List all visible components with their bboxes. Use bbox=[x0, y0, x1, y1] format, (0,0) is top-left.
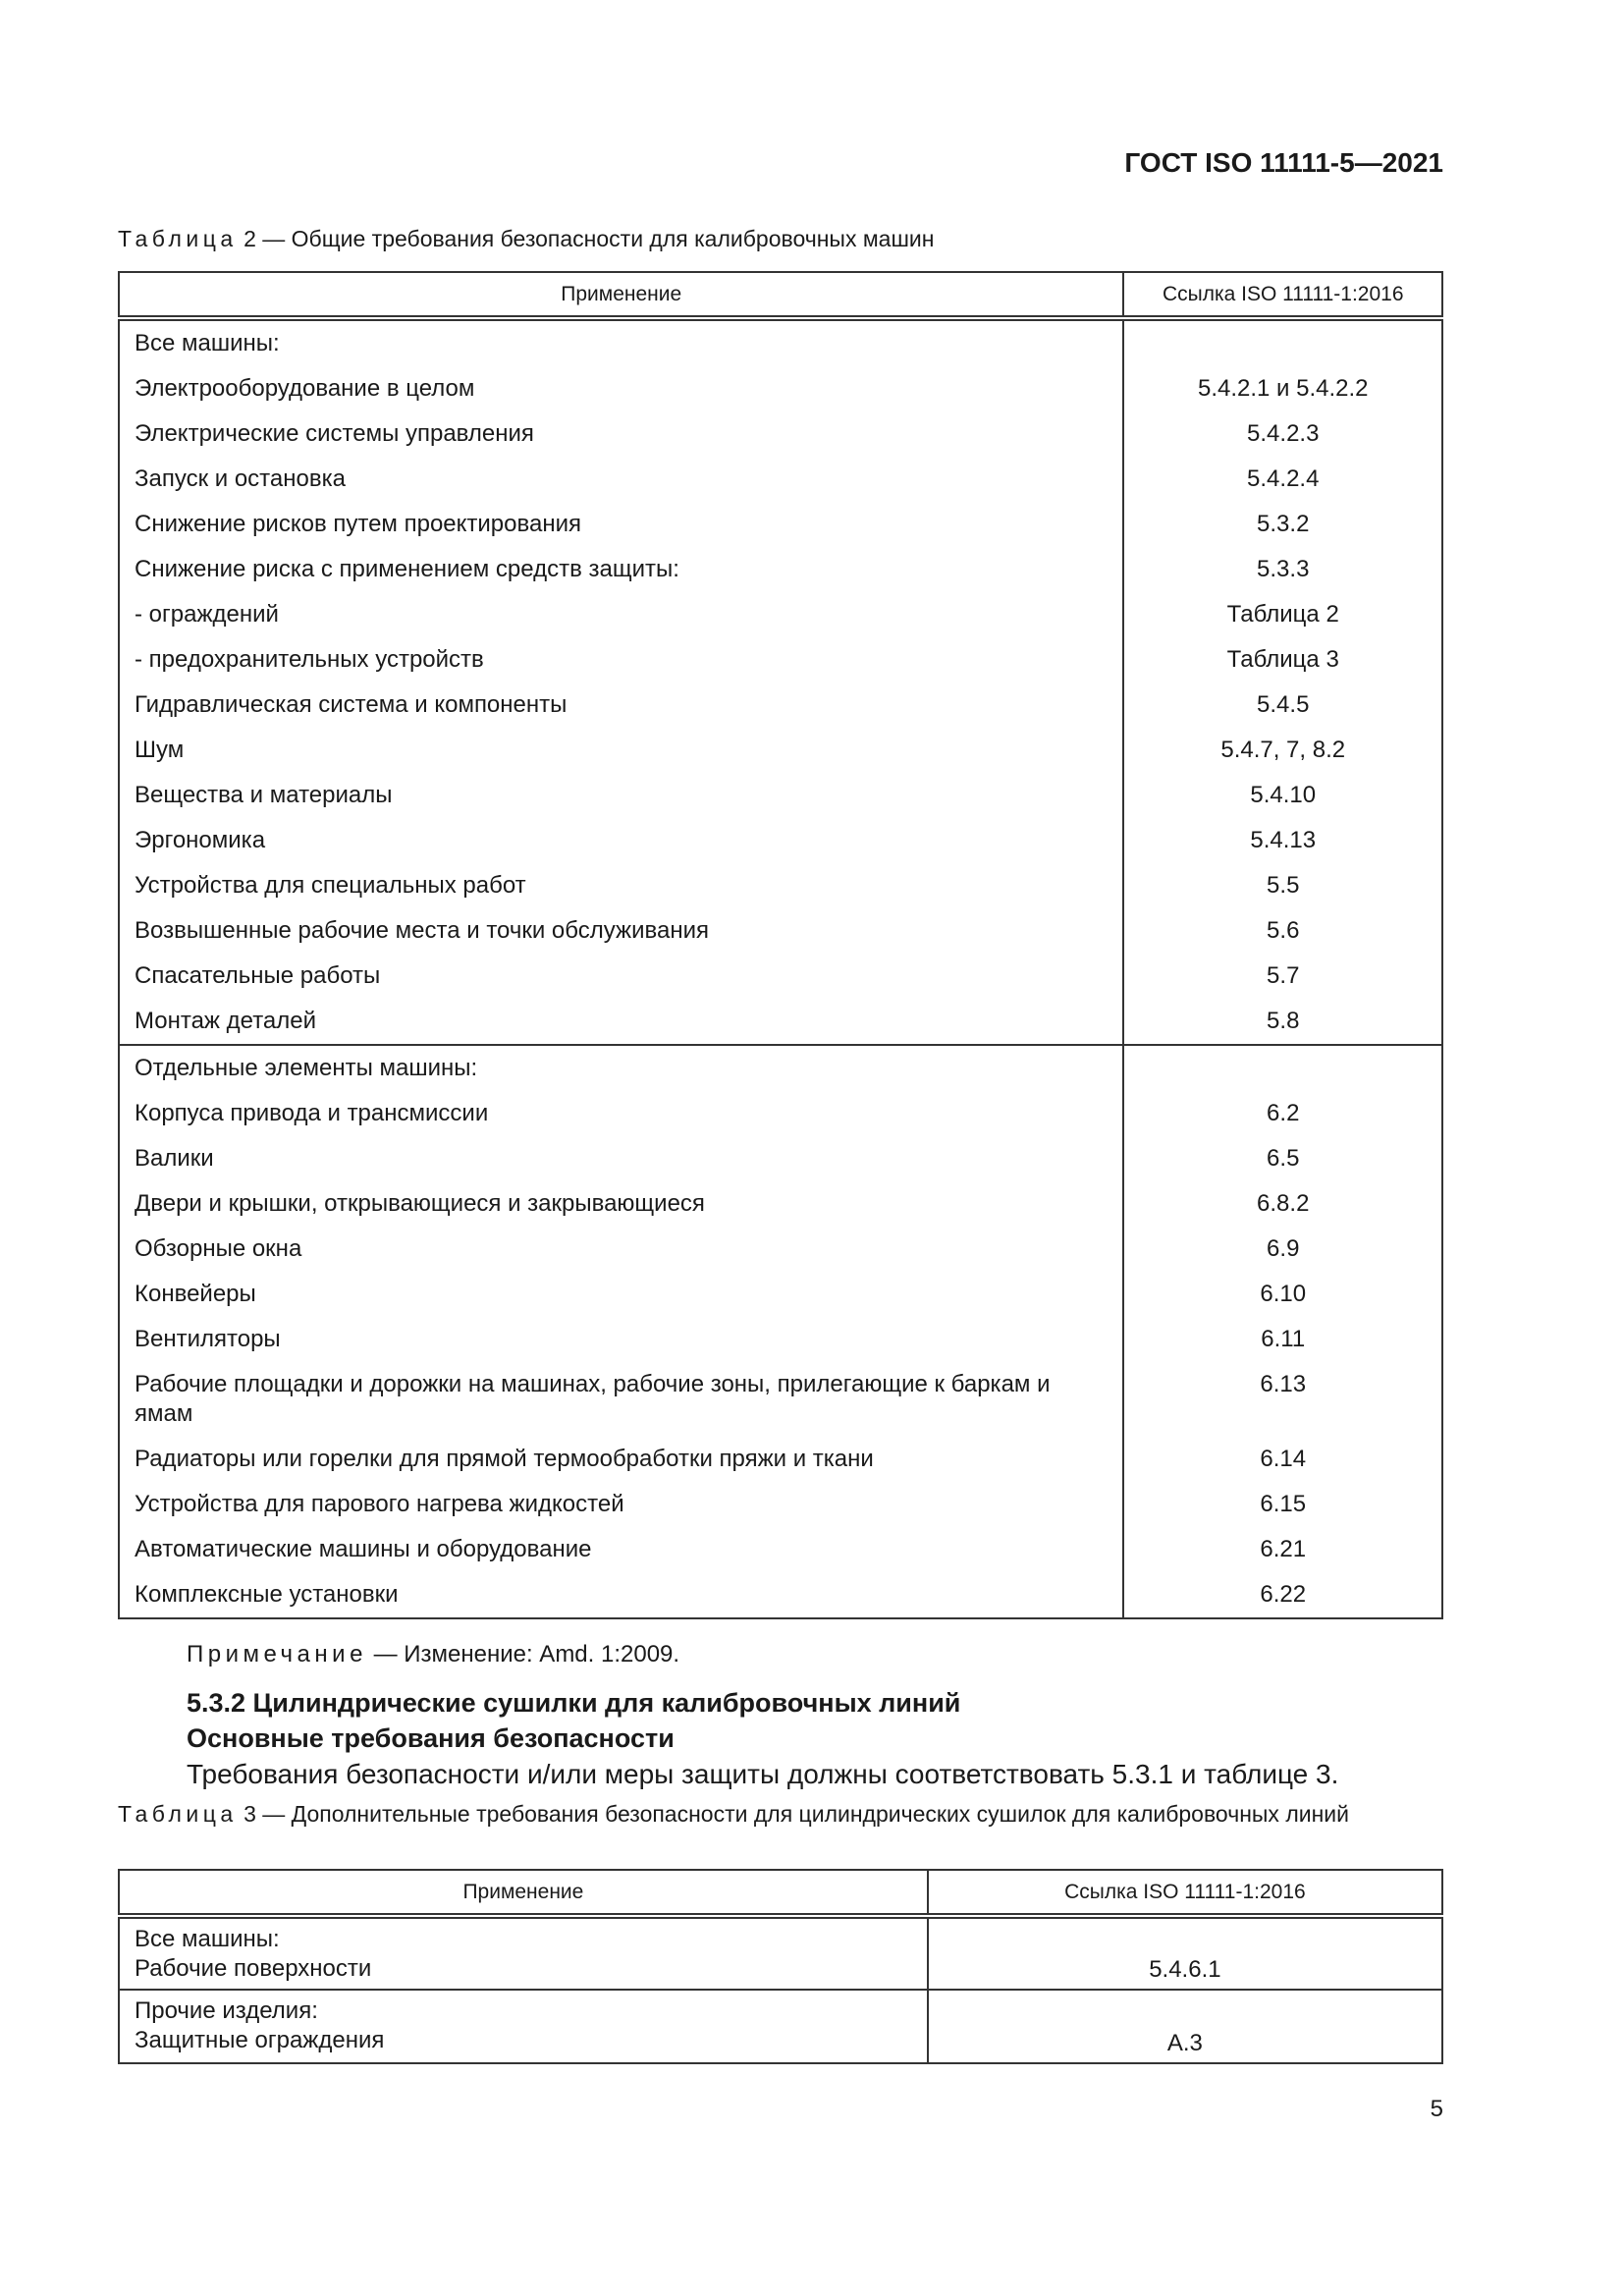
table-3-header-reference: Ссылка ISO 11111-1:2016 bbox=[928, 1870, 1442, 1916]
table-2-caption-text: 2 — Общие требования безопасности для калибровочных машин bbox=[237, 226, 935, 251]
reference-cell: 5.4.6.1 bbox=[928, 1916, 1442, 1990]
reference-cell: 5.4.2.4 bbox=[1123, 457, 1442, 502]
reference-cell: 5.4.10 bbox=[1123, 773, 1442, 818]
application-cell: Комплексные установки bbox=[119, 1572, 1123, 1618]
table-row bbox=[119, 1181, 1442, 1227]
application-cell: Валики bbox=[119, 1136, 1123, 1181]
application-cell: Радиаторы или горелки для прямой термообработки пряжи и ткани bbox=[119, 1437, 1123, 1482]
application-cell: - предохранительных устройств bbox=[119, 637, 1123, 683]
application-cell: Устройства для специальных работ bbox=[119, 863, 1123, 908]
reference-cell: 6.9 bbox=[1123, 1227, 1442, 1272]
table-2-header-row bbox=[119, 272, 1442, 318]
table-row bbox=[119, 502, 1442, 547]
reference-cell: Таблица 2 bbox=[1123, 592, 1442, 637]
reference-cell: 6.22 bbox=[1123, 1572, 1442, 1618]
reference-cell: 5.5 bbox=[1123, 863, 1442, 908]
application-cell: Рабочие площадки и дорожки на машинах, рабочие зоны, прилегающие к баркам и ямам bbox=[119, 1362, 1123, 1437]
reference-cell: Таблица 3 bbox=[1123, 637, 1442, 683]
table-row bbox=[119, 818, 1442, 863]
reference-cell: 6.2 bbox=[1123, 1091, 1442, 1136]
table-row bbox=[119, 863, 1442, 908]
application-cell: Автоматические машины и оборудование bbox=[119, 1527, 1123, 1572]
table-row bbox=[119, 1482, 1442, 1527]
application-cell: Отдельные элементы машины: bbox=[119, 1045, 1123, 1091]
table-row bbox=[119, 457, 1442, 502]
application-cell: Возвышенные рабочие места и точки обслуживания bbox=[119, 908, 1123, 954]
reference-cell: А.3 bbox=[928, 1990, 1442, 2063]
table-row bbox=[119, 1091, 1442, 1136]
section-body: Требования безопасности и/или меры защиты должны соответствовать 5.3.1 и таблице 3. bbox=[187, 1759, 1339, 1789]
table-row bbox=[119, 683, 1442, 728]
application-cell bbox=[119, 1916, 928, 1990]
table-2 bbox=[118, 271, 1443, 1619]
table-3-body bbox=[119, 1916, 1442, 2063]
reference-cell: 5.3.3 bbox=[1123, 547, 1442, 592]
table-row bbox=[119, 318, 1442, 366]
section-5-3-2 bbox=[187, 1685, 1443, 1793]
application-cell: Спасательные работы bbox=[119, 954, 1123, 999]
reference-cell: 6.21 bbox=[1123, 1527, 1442, 1572]
reference-cell: 6.11 bbox=[1123, 1317, 1442, 1362]
reference-cell: 5.3.2 bbox=[1123, 502, 1442, 547]
application-cell: Снижение рисков путем проектирования bbox=[119, 502, 1123, 547]
document-id-header: ГОСТ ISO 11111-5—2021 bbox=[1124, 147, 1443, 178]
reference-cell: 6.14 bbox=[1123, 1437, 1442, 1482]
table-row bbox=[119, 728, 1442, 773]
table-2-body bbox=[119, 318, 1442, 1618]
table-row bbox=[119, 1990, 1442, 2063]
application-cell: Конвейеры bbox=[119, 1272, 1123, 1317]
application-cell: Вентиляторы bbox=[119, 1317, 1123, 1362]
reference-cell: 5.4.5 bbox=[1123, 683, 1442, 728]
reference-cell: 5.4.2.3 bbox=[1123, 411, 1442, 457]
application-cell: Снижение риска с применением средств защиты: bbox=[119, 547, 1123, 592]
table-row bbox=[119, 592, 1442, 637]
table-3-caption-word: Таблица bbox=[118, 1801, 238, 1827]
table-2-note bbox=[187, 1639, 679, 1670]
application-cell: Вещества и материалы bbox=[119, 773, 1123, 818]
table-row bbox=[119, 773, 1442, 818]
table-row bbox=[119, 637, 1442, 683]
item-label: Рабочие поверхности bbox=[135, 1955, 372, 1982]
table-row bbox=[119, 1317, 1442, 1362]
table-row bbox=[119, 1916, 1442, 1990]
table-row bbox=[119, 999, 1442, 1045]
table-2-header-reference: Ссылка ISO 11111-1:2016 bbox=[1123, 272, 1442, 318]
table-2-caption bbox=[118, 224, 1443, 254]
application-cell: Корпуса привода и трансмиссии bbox=[119, 1091, 1123, 1136]
group-label: Прочие изделия: bbox=[135, 1997, 318, 2024]
reference-cell bbox=[1123, 1045, 1442, 1091]
table-2-header-application: Применение bbox=[119, 272, 1123, 318]
application-cell: Монтаж деталей bbox=[119, 999, 1123, 1045]
application-cell: Эргономика bbox=[119, 818, 1123, 863]
application-cell: Все машины: bbox=[119, 318, 1123, 366]
table-row bbox=[119, 1527, 1442, 1572]
table-row bbox=[119, 547, 1442, 592]
table-3-caption bbox=[118, 1799, 1443, 1830]
table-row bbox=[119, 1045, 1442, 1091]
application-cell: Обзорные окна bbox=[119, 1227, 1123, 1272]
reference-cell: 5.7 bbox=[1123, 954, 1442, 999]
reference-cell bbox=[1123, 318, 1442, 366]
reference-cell: 6.13 bbox=[1123, 1362, 1442, 1437]
item-label: Защитные ограждения bbox=[135, 2027, 385, 2053]
group-label: Все машины: bbox=[135, 1926, 280, 1952]
reference-cell: 5.8 bbox=[1123, 999, 1442, 1045]
note-text: — Изменение: Amd. 1:2009. bbox=[366, 1641, 680, 1667]
reference-cell: 5.4.13 bbox=[1123, 818, 1442, 863]
application-cell: Двери и крышки, открывающиеся и закрывающиеся bbox=[119, 1181, 1123, 1227]
table-2-caption-word: Таблица bbox=[118, 226, 238, 251]
application-cell: Электрооборудование в целом bbox=[119, 366, 1123, 411]
table-row bbox=[119, 1227, 1442, 1272]
table-row bbox=[119, 1437, 1442, 1482]
section-heading: 5.3.2 Цилиндрические сушилки для калибровочных линий bbox=[187, 1688, 961, 1718]
application-cell: Электрические системы управления bbox=[119, 411, 1123, 457]
table-row bbox=[119, 1362, 1442, 1437]
reference-cell: 5.4.2.1 и 5.4.2.2 bbox=[1123, 366, 1442, 411]
table-3-header-application: Применение bbox=[119, 1870, 928, 1916]
application-cell: Гидравлическая система и компоненты bbox=[119, 683, 1123, 728]
reference-cell: 6.8.2 bbox=[1123, 1181, 1442, 1227]
reference-cell: 6.10 bbox=[1123, 1272, 1442, 1317]
note-label: Примечание bbox=[187, 1641, 367, 1667]
table-3 bbox=[118, 1869, 1443, 2064]
application-cell: Шум bbox=[119, 728, 1123, 773]
reference-cell: 6.15 bbox=[1123, 1482, 1442, 1527]
page-number: 5 bbox=[1430, 2096, 1443, 2122]
table-row bbox=[119, 908, 1442, 954]
section-subheading: Основные требования безопасности bbox=[187, 1723, 675, 1753]
reference-cell: 6.5 bbox=[1123, 1136, 1442, 1181]
table-row bbox=[119, 1272, 1442, 1317]
table-3-caption-text: 3 — Дополнительные требования безопасности для цилиндрических сушилок для калибровочных линий bbox=[237, 1801, 1349, 1827]
table-row bbox=[119, 1136, 1442, 1181]
table-row bbox=[119, 1572, 1442, 1618]
reference-cell: 5.4.7, 7, 8.2 bbox=[1123, 728, 1442, 773]
application-cell: - ограждений bbox=[119, 592, 1123, 637]
application-cell bbox=[119, 1990, 928, 2063]
reference-cell: 5.6 bbox=[1123, 908, 1442, 954]
table-row bbox=[119, 366, 1442, 411]
table-3-header-row bbox=[119, 1870, 1442, 1916]
application-cell: Запуск и остановка bbox=[119, 457, 1123, 502]
table-row bbox=[119, 411, 1442, 457]
table-row bbox=[119, 954, 1442, 999]
application-cell: Устройства для парового нагрева жидкостей bbox=[119, 1482, 1123, 1527]
